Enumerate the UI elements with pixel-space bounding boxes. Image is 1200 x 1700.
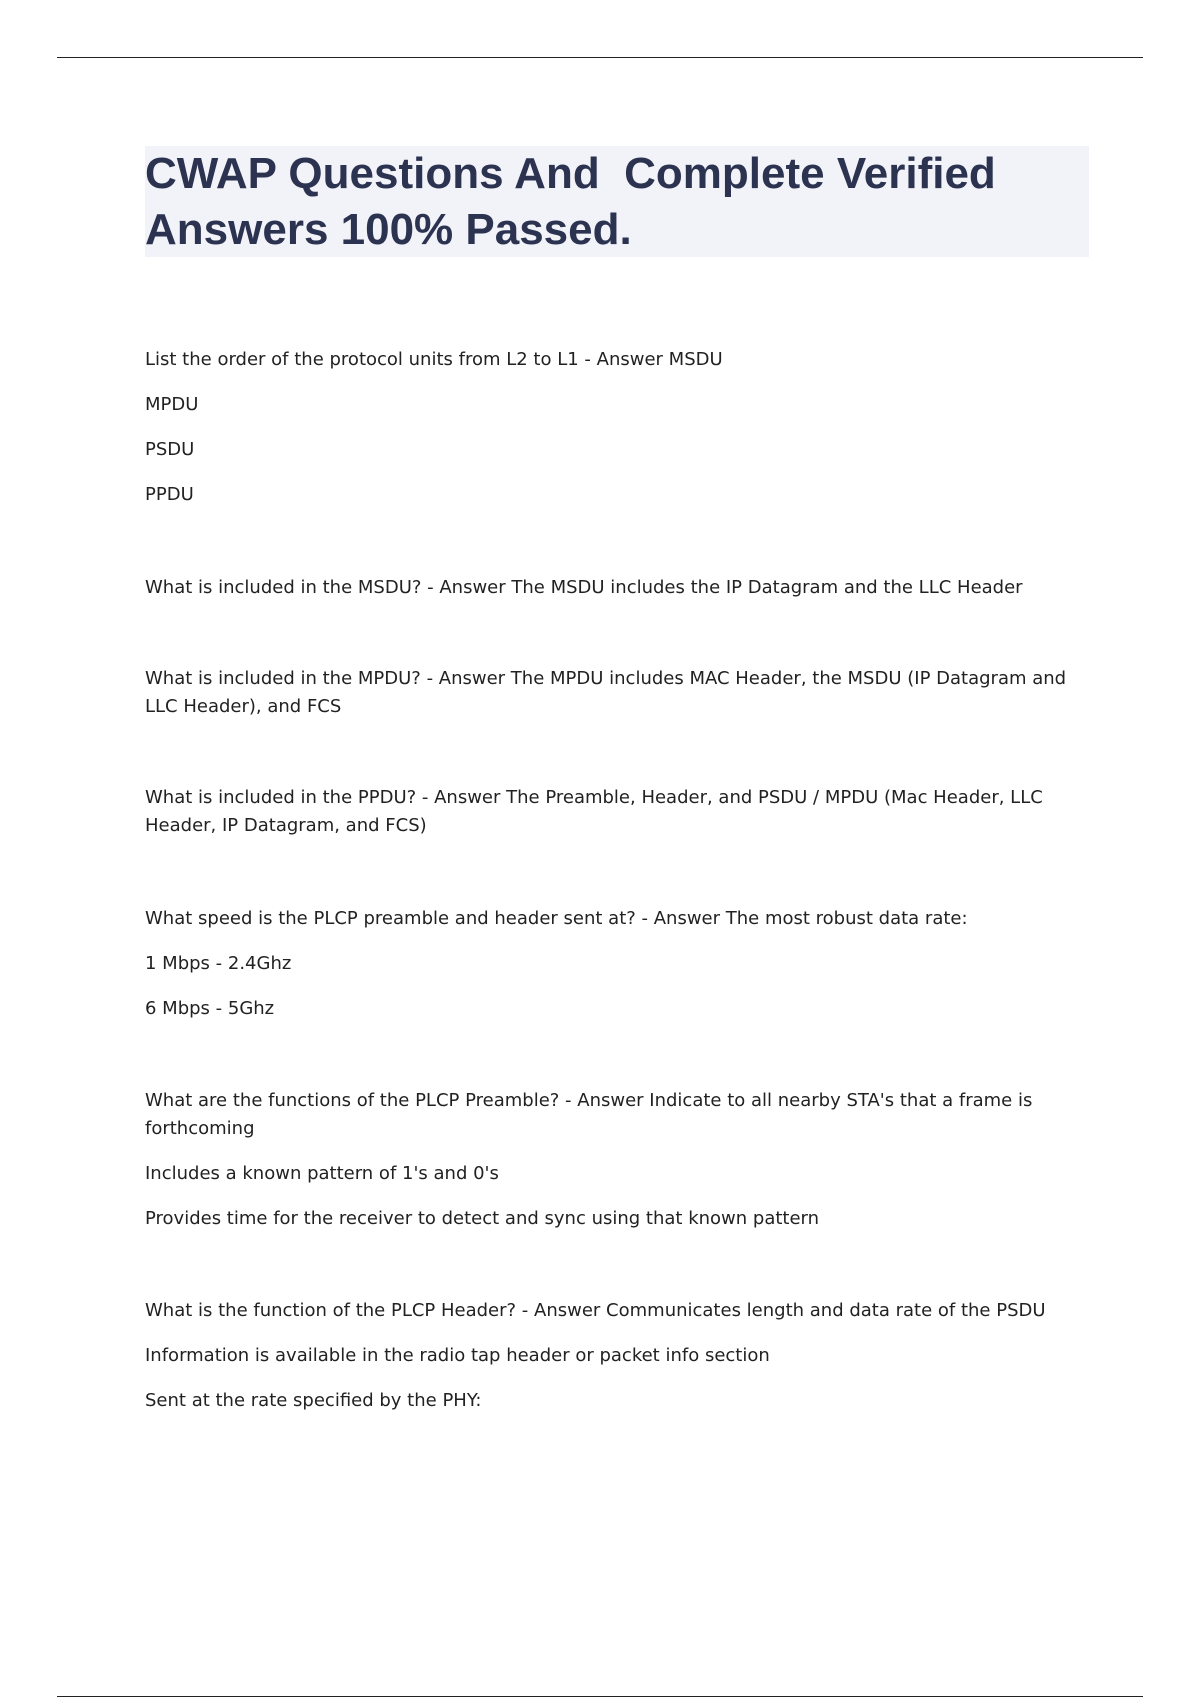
answer-line: Information is available in the radio tap header or packet info section	[145, 1345, 770, 1366]
qa-item-6	[145, 1087, 1095, 1233]
question-text: What speed is the PLCP preamble and header sent at? - Answer The most robust data rate:	[145, 908, 968, 929]
bottom-rule	[57, 1696, 1143, 1697]
answer-line: PPDU	[145, 484, 194, 505]
answer-line: MPDU	[145, 394, 199, 415]
qa-item-7	[145, 1297, 1095, 1415]
qa-item-5	[145, 905, 1095, 1023]
qa-item-4	[145, 784, 1095, 840]
question-text: What is included in the PPDU? - Answer The Preamble, Header, and PSDU / MPDU (Mac Header, LLC Header, IP Datagram, and FCS)	[145, 787, 1043, 836]
answer-line: Sent at the rate specified by the PHY:	[145, 1390, 482, 1411]
answer-line: 6 Mbps - 5Ghz	[145, 998, 275, 1019]
question-text: What is the function of the PLCP Header? - Answer Communicates length and data rate of the PSDU	[145, 1300, 1046, 1321]
qa-item-2	[145, 574, 1095, 602]
title-banner	[145, 146, 1089, 257]
question-text: List the order of the protocol units from L2 to L1 - Answer MSDU	[145, 349, 723, 370]
answer-line: PSDU	[145, 439, 195, 460]
question-text: What is included in the MPDU? - Answer The MPDU includes MAC Header, the MSDU (IP Datagram and LLC Header), and FCS	[145, 668, 1067, 717]
qa-item-3	[145, 665, 1095, 721]
top-rule	[57, 57, 1143, 58]
document-title: CWAP Questions And Complete Verified Answers 100% Passed.	[145, 149, 1007, 254]
question-text: What is included in the MSDU? - Answer The MSDU includes the IP Datagram and the LLC Header	[145, 577, 1023, 598]
answer-line: 1 Mbps - 2.4Ghz	[145, 953, 292, 974]
question-text: What are the functions of the PLCP Preamble? - Answer Indicate to all nearby STA's that a frame is forthcoming	[145, 1090, 1033, 1139]
answer-line: Includes a known pattern of 1's and 0's	[145, 1163, 499, 1184]
qa-item-1	[145, 346, 1095, 509]
answer-line: Provides time for the receiver to detect and sync using that known pattern	[145, 1208, 820, 1229]
